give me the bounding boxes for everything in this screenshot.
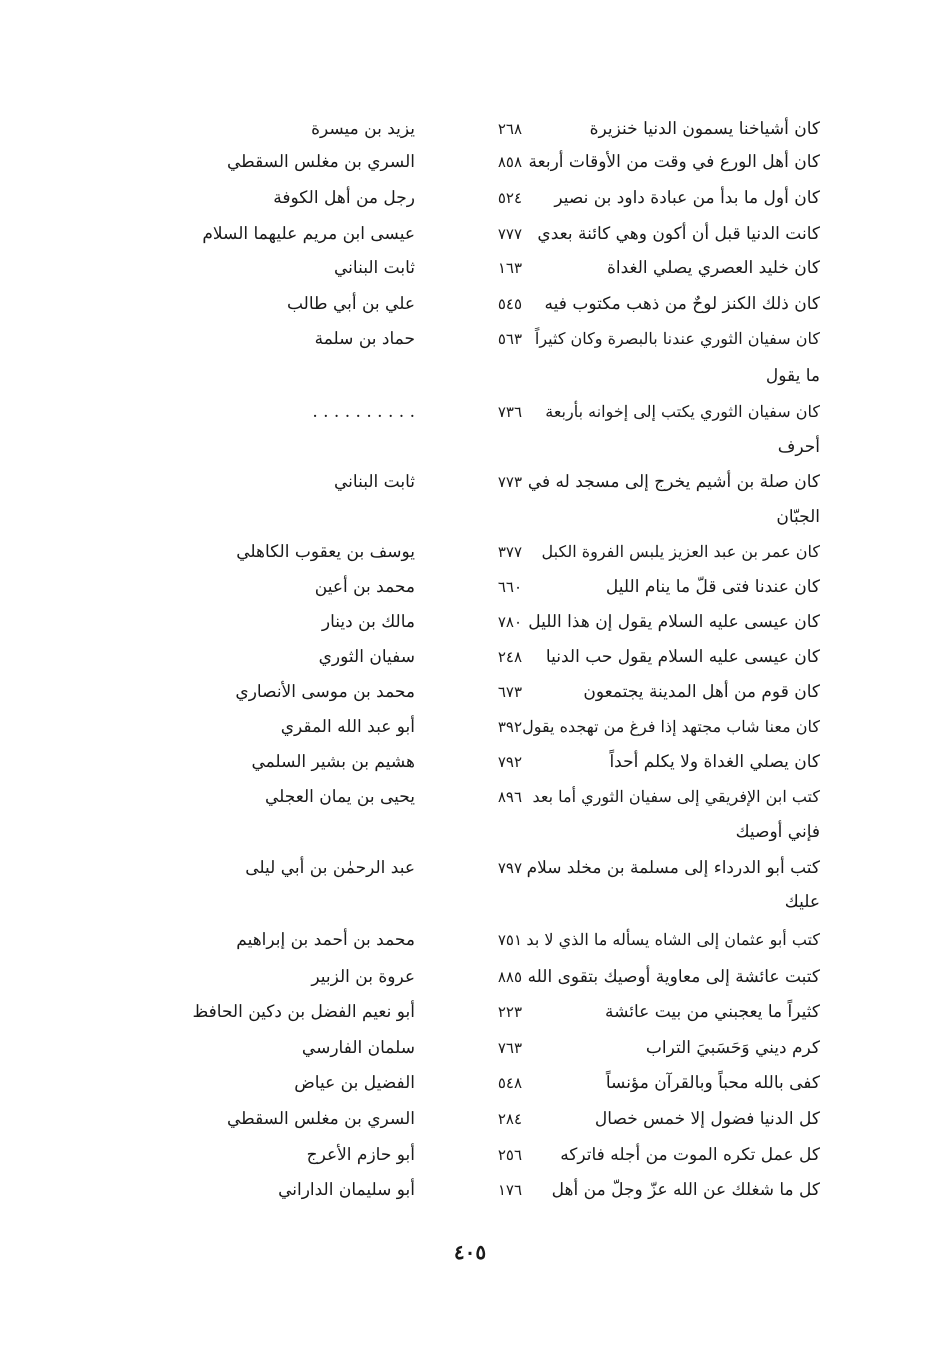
entry-narrator: ثابت البناني [334,258,415,278]
entry-number: ٥٢٤ [497,189,522,207]
entry-number: ٧٩٧ [497,859,522,877]
entry-text: كان سفيان الثوري عندنا بالبصرة وكان كثيراً [534,329,820,348]
entry-text: كانت الدنيا قبل أن أكون وهي كائنة بعدي [537,224,820,244]
index-entry [0,575,940,609]
entry-number: ٥٤٥ [497,295,522,313]
entry-number: ٧٥١ [497,931,522,949]
index-entry [0,1178,940,1212]
entry-text: أحرف [777,437,820,457]
index-entry [0,1071,940,1105]
entry-narrator: السري بن مغلس السقطي [226,152,415,172]
entry-text: كان خليد العصري يصلي الغداة [606,258,820,278]
entry-number: ٨٨٥ [497,968,522,986]
index-entry [0,117,940,151]
entry-text: كتب ابن الإفريقي إلى سفيان الثوري أما بعد [532,787,820,806]
entry-number: ٨٥٨ [497,153,522,171]
index-entry [0,1036,940,1070]
entry-text: كتب أبو عثمان إلى الشاه يسأله ما الذي لا بد [526,930,820,949]
entry-text: عليك [784,892,820,912]
entry-narrator: عيسى ابن مريم عليهما السلام [202,224,415,244]
entry-number: ٣٧٧ [497,543,522,561]
index-entry [0,965,940,999]
index-entry [0,1000,940,1034]
entry-narrator: الفضيل بن عياض [294,1073,415,1093]
entry-text: كان ذلك الكنز لوحٌ من ذهب مكتوب فيه [544,294,820,314]
entry-narrator: سفيان الثوري [318,647,415,667]
entry-narrator: محمد بن أحمد بن إبراهيم [236,930,415,950]
entry-narrator: سلمان الفارسي [301,1038,415,1058]
entry-text: كل الدنيا فضول إلا خمس خصال [594,1109,820,1129]
index-entry [0,150,940,184]
entry-text: كان عندنا فتى قلّ ما ينام الليل [605,577,820,597]
entry-narrator: . . . . . . . . . . [312,402,415,422]
index-entry [0,186,940,220]
entry-text: كتب أبو الدرداء إلى مسلمة بن مخلد سلام [526,858,820,878]
index-entry [0,856,940,890]
entry-number: ٧٨٠ [497,613,522,631]
entry-narrator: عبد الرحمٰن بن أبي ليلى [245,858,415,878]
entry-text: كان يصلي الغداة ولا يكلم أحداً [609,752,820,772]
entry-number: ٣٩٢ [497,718,522,736]
index-entry [0,785,940,819]
entry-text: كان أشياخنا يسمون الدنيا خنزيرة [589,119,820,139]
index-entry [0,292,940,326]
entry-text: الجبّان [776,507,820,527]
entry-number: ٢٢٣ [497,1003,522,1021]
entry-number: ٢٤٨ [497,648,522,666]
entry-narrator: يوسف بن يعقوب الكاهلي [236,542,415,562]
entry-number: ٢٥٦ [497,1146,522,1164]
entry-narrator: حماد بن سلمة [314,329,415,349]
index-entry [0,928,940,962]
entry-number: ٦٦٠ [497,578,522,596]
entry-narrator: محمد بن موسى الأنصاري [235,682,415,702]
index-entry [0,610,940,644]
index-entry [0,327,940,361]
entry-narrator: أبو حازم الأعرج [306,1145,415,1165]
index-entry [0,890,940,924]
entry-text: كل ما شغلك عن الله عزّ وجلّ من أهل [551,1180,820,1200]
entry-narrator: أبو سليمان الداراني [278,1180,415,1200]
entry-text: كان معنا شاب مجتهد إذا فرغ من تهجده يقول [522,717,820,736]
entry-text: كل عمل تكره الموت من أجله فاتركه [560,1145,820,1165]
entry-narrator: أبو نعيم الفضل بن دكين الحافظ [192,1002,415,1022]
index-entry [0,540,940,574]
entry-number: ٢٦٨ [497,120,522,138]
entry-text: كرم ديني وَحَسَبيَ التراب [645,1038,820,1058]
page-number: ٤٠٥ [453,1240,487,1264]
entry-text: كتبت عائشة إلى معاوية أوصيك بتقوى الله [527,967,820,987]
entry-number: ٧٧٧ [497,225,522,243]
entry-number: ١٦٣ [497,259,522,277]
index-entry [0,364,940,398]
entry-number: ٥٤٨ [497,1074,522,1092]
entry-narrator: رجل من أهل الكوفة [273,188,415,208]
index-entry [0,680,940,714]
entry-text: كان صلة بن أشيم يخرج إلى مسجد له في [527,472,820,492]
index-entry [0,750,940,784]
entry-number: ٦٧٣ [497,683,522,701]
entry-number: ٧٦٣ [497,1039,522,1057]
index-entry [0,645,940,679]
entry-narrator: يزيد بن ميسرة [311,119,415,139]
index-entry [0,1143,940,1177]
entry-text: كان سفيان الثوري يكتب إلى إخوانه بأربعة [545,402,820,421]
index-entry [0,435,940,469]
entry-narrator: محمد بن أعين [314,577,415,597]
entry-number: ٢٨٤ [497,1110,522,1128]
entry-text: كان عيسى عليه السلام يقول إن هذا الليل [528,612,820,632]
entry-narrator: علي بن أبي طالب [286,294,415,314]
index-entry [0,820,940,854]
entry-number: ٧٩٢ [497,753,522,771]
entry-text: فإني أوصيك [735,822,820,842]
entry-number: ١٧٦ [497,1181,522,1199]
entry-text: كان أول ما بدأ من عبادة داود بن نصير [554,188,820,208]
entry-narrator: هشيم بن بشير السلمي [251,752,415,772]
index-entry [0,256,940,290]
entry-text: كان قوم من أهل المدينة يجتمعون [583,682,820,702]
index-entry [0,222,940,256]
entry-number: ٧٧٣ [497,473,522,491]
entry-text: كثيراً ما يعجبني من بيت عائشة [604,1002,820,1022]
entry-number: ٧٣٦ [497,403,522,421]
entry-number: ٨٩٦ [497,788,522,806]
entry-narrator: مالك بن دينار [321,612,415,632]
entry-text: ما يقول [765,366,820,386]
entry-text: كفى بالله محباً وبالقرآن مؤنساً [605,1073,820,1093]
entry-number: ٥٦٣ [497,330,522,348]
entry-narrator: عروة بن الزبير [311,967,415,987]
entry-text: كان أهل الورع في وقت من الأوقات أربعة [528,152,820,172]
entry-narrator: ثابت البناني [334,472,415,492]
entry-text: كان عمر بن عبد العزيز يلبس الفروة الكبل [541,542,820,561]
entry-text: كان عيسى عليه السلام يقول حب الدنيا [545,647,820,667]
index-entry [0,470,940,504]
entry-narrator: السري بن مغلس السقطي [226,1109,415,1129]
entry-narrator: أبو عبد الله المقري [280,717,415,737]
index-entry [0,505,940,539]
index-entry [0,715,940,749]
index-entry [0,400,940,434]
index-entry [0,1107,940,1141]
entry-narrator: يحيى بن يمان العجلي [265,787,415,807]
